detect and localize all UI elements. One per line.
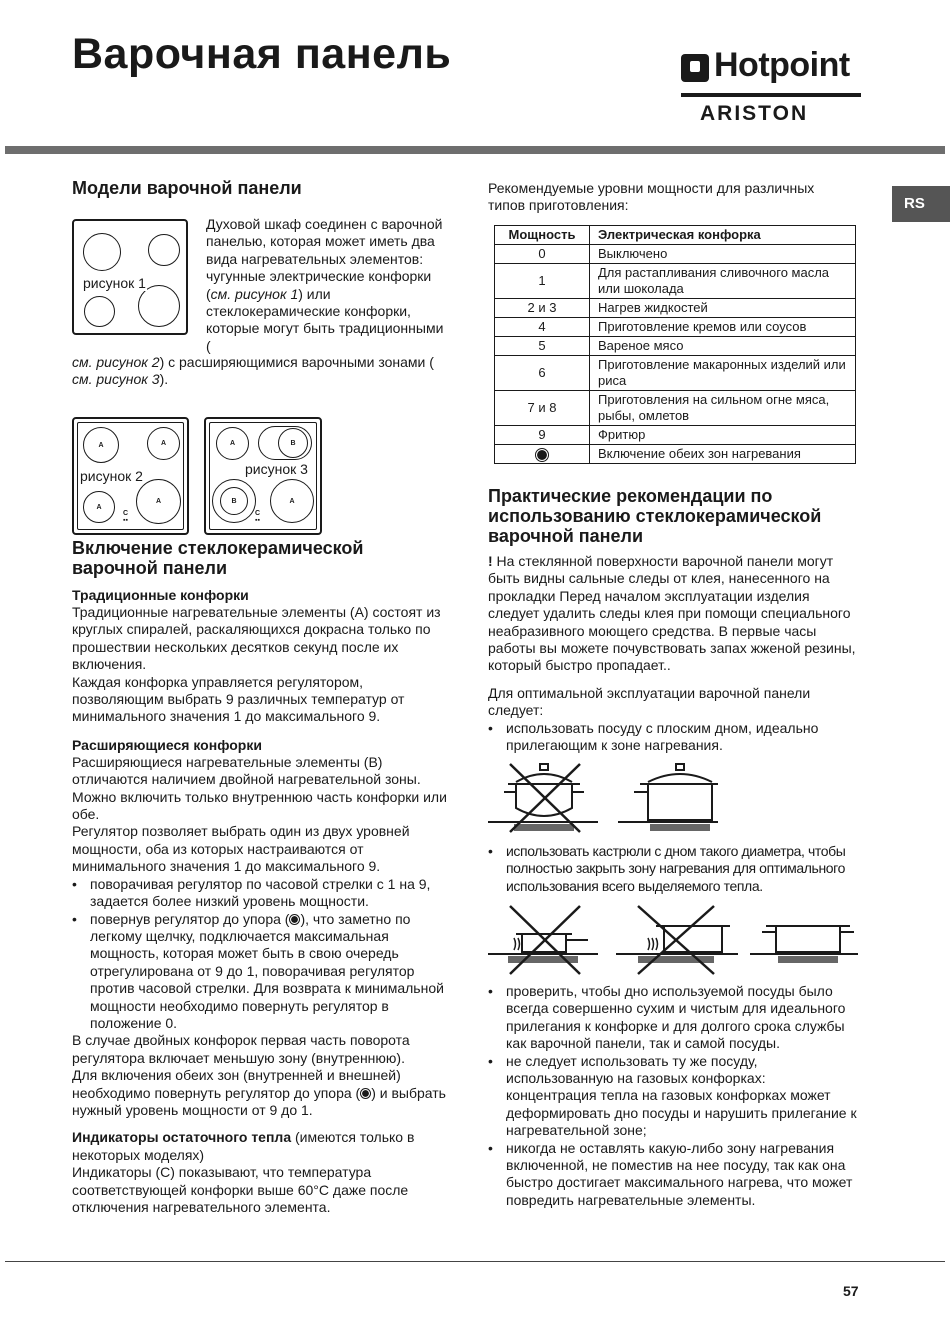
figure-ref: см. рисунок 2 — [72, 354, 160, 370]
optimal-wrap — [488, 685, 858, 755]
burner-ring — [270, 479, 314, 523]
table-cell: 2 и 3 — [495, 299, 590, 318]
figure-ref: см. рисунок 3 — [72, 371, 160, 388]
optimal-intro: Для оптимальной эксплуатации варочной панели следует: — [488, 685, 811, 719]
brand-logo-icon — [681, 54, 709, 82]
burner-ring — [83, 233, 121, 271]
optimal-list-1 — [488, 720, 858, 755]
models-intro-cont-wrap — [72, 354, 452, 389]
max-power-symbol-icon — [360, 1088, 371, 1099]
zone-a-label: A — [229, 440, 236, 447]
table-cell — [495, 445, 590, 464]
burner-ring — [278, 428, 308, 458]
expanding-text: Расширяющиеся нагревательные элементы (В) отличаются наличием двойной нагревательной зоны. Можно включить только внутреннюю часть конфорки или обе. — [72, 753, 447, 823]
list-item: • никогда не оставлять какую-либо зону нагревания включенной, не поместив на нее посуду, так как она быстро достигает максимального нагрева, что может повредить нагревательные элементы. — [488, 1140, 860, 1210]
max-power-symbol-icon — [535, 448, 549, 462]
figure-1-label: рисунок 1 — [83, 275, 146, 291]
zone-b-label: B — [231, 497, 237, 505]
table-cell: 4 — [495, 318, 590, 337]
list-item — [72, 911, 452, 1033]
table-intro: Рекомендуемые уровни мощности для различных типов приготовления: — [488, 180, 815, 214]
table-row — [495, 299, 856, 318]
table-cell: Приготовление макаронных изделий или риса — [590, 356, 856, 391]
models-intro-wrap — [206, 216, 446, 355]
table-row — [495, 391, 856, 426]
burner-ring — [147, 427, 180, 460]
list-item: • проверить, чтобы дно используемой посуды было всегда совершенно сухим и чистым для идеального прилегания к конфорке и для долгого срока службы как варочной панели, так и самой посуды. — [488, 983, 860, 1053]
table-row — [495, 426, 856, 445]
text-span: повернув регулятор до упора ( — [90, 910, 290, 927]
power-levels-table — [494, 225, 856, 464]
list-item: • не следует использовать ту же посуду, использованную на газовых конфорках: концентрация тепла на газовых конфорках может деформировать дно посуды и нарушить прилегание к нагревательной зоне; — [488, 1053, 860, 1140]
models-intro — [206, 216, 446, 355]
table-cell: Выключено — [590, 245, 856, 264]
figure-3-label: рисунок 3 — [245, 461, 308, 477]
residual-text: Индикаторы (С) показывают, что температура соответствующей конфорки выше 60°С даже после отключения нагревательного элемента. — [72, 1164, 409, 1215]
table-row — [495, 318, 856, 337]
table-cell: Фритюр — [590, 426, 856, 445]
table-cell: 5 — [495, 337, 590, 356]
brand-divider — [681, 93, 861, 97]
residual-heading: Индикаторы остаточного тепла — [72, 1129, 292, 1146]
expanding-text-4 — [72, 1067, 452, 1119]
header-rule — [5, 146, 945, 154]
burner-ring — [136, 479, 181, 524]
table-row — [495, 445, 856, 464]
zone-a-label: A — [155, 498, 162, 505]
table-cell: 1 — [495, 264, 590, 299]
table-row — [495, 356, 856, 391]
warning-icon: ! — [488, 553, 493, 569]
zone-a-label: A — [98, 441, 104, 449]
residual-heat-indicator: C ▪▪ — [255, 510, 261, 524]
text-span: ) или стеклокерамические конфорки, которые могут быть традиционными ( — [206, 285, 444, 354]
burner-ring — [216, 427, 249, 460]
table-header-row — [495, 226, 856, 245]
zone-a-label: A — [96, 503, 102, 511]
table-row — [495, 337, 856, 356]
table-cell: Вареное мясо — [590, 337, 856, 356]
table-cell: 0 — [495, 245, 590, 264]
burner-ring — [220, 487, 248, 515]
text-span: ) с расширяющимися варочными зонами ( — [159, 354, 434, 370]
models-heading: Модели варочной панели — [72, 178, 302, 198]
correct-pot-icon — [618, 764, 718, 831]
max-power-symbol-icon — [289, 914, 300, 925]
table-header: Электрическая конфорка — [590, 226, 856, 245]
residual-heat-indicator: C ▪▪ — [123, 510, 129, 524]
brand-subname: ARISTON — [700, 102, 809, 125]
wrong-pot-icon — [488, 764, 598, 832]
figure-ref: см. рисунок 1 — [210, 285, 299, 302]
burner-ring — [83, 491, 115, 523]
table-cell: Приготовления на сильном огне мяса, рыбы, омлетов — [590, 391, 856, 426]
switch-on-heading: Включение стеклокерамической варочной панели — [72, 538, 364, 578]
table-intro-wrap — [488, 180, 843, 215]
list-item: • поворачивая регулятор по часовой стрелки с 1 на 9, задается более низкий уровень мощности. — [72, 876, 452, 911]
diameter-illustration — [488, 904, 858, 976]
flat-bottom-illustration — [488, 758, 718, 836]
text-span: ). — [159, 371, 169, 388]
warning-text — [488, 553, 858, 675]
brand-name: Hotpoint — [714, 46, 850, 84]
table-cell: 9 — [495, 426, 590, 445]
text-span: Для включения обеих зон (внутренней и внешней) необходимо повернуть регулятор до упора ( — [72, 1067, 401, 1101]
text-span: ), что заметно по легкому щелчку, подключается максимальная мощность, которая может быть в свою очередь отрегулирована от 9 до 1, поворачивая регулятор против часовой стрелки. Для возврата к минимальной мощности необходимо повернуть регулятор в положение 0. — [90, 910, 444, 1031]
figure-2-hob — [72, 417, 189, 535]
text-span: На стеклянной поверхности варочной панели могут быть видны сальные следы от клея, нанесенного на прокладки Перед началом эксплуатации изделия следует удалить следы клея при помощи специального неабразивного моющего средства. В первые часы работы вы можете почувствовать запах жженой резины, который быстро пропадает.. — [488, 553, 856, 674]
optimal-list-3 — [488, 983, 860, 1209]
left-body — [72, 586, 452, 1216]
figure-2-label: рисунок 2 — [80, 468, 143, 484]
expanding-heading: Расширяющиеся конфорки — [72, 736, 262, 753]
table-header: Мощность — [495, 226, 590, 245]
zone-b-label: B — [290, 439, 296, 447]
text-span: (имеются только в некоторых моделях) — [72, 1129, 415, 1163]
burner-ring — [138, 285, 180, 327]
burner-ring — [148, 234, 180, 266]
page-title: Варочная панель — [72, 30, 452, 78]
traditional-text-2: Каждая конфорка управляется регулятором, позволяющим выбрать 9 различных температур от минимального значения 1 до максимального 9. — [72, 673, 405, 725]
residual-heading-line — [72, 1129, 452, 1164]
expanding-text-3: В случае двойных конфорок первая часть поворота регулятора включает меньшую зону (внутреннюю). — [72, 1032, 410, 1066]
optimal-list-2 — [488, 843, 860, 895]
correct-pot-icon — [750, 926, 858, 963]
models-intro-cont — [72, 354, 452, 389]
diameter-wrap — [488, 843, 860, 895]
warning-wrap — [488, 553, 858, 675]
footer-rule — [5, 1261, 945, 1262]
table-cell: 6 — [495, 356, 590, 391]
page-number: 57 — [843, 1283, 859, 1299]
zone-c-label: C — [255, 510, 261, 517]
table-cell: Нагрев жидкостей — [590, 299, 856, 318]
text-span: Духовой шкаф соединен с варочной панелью, которая может иметь два вида нагревательных элементов: чугунные электрические конфорки ( — [206, 216, 443, 302]
traditional-text: Традиционные нагревательные элементы (А) состоят из круглых спиралей, раскаляющихся докрасна только по прошествии нескольких десятков секунд после их включения. — [72, 604, 441, 673]
final-bullets-wrap — [488, 983, 860, 1209]
table-row — [495, 245, 856, 264]
burner-ring — [84, 296, 115, 327]
wrong-small-pot-icon — [488, 906, 598, 974]
burner-ring — [83, 427, 119, 463]
text-span: ) и выбрать нужный уровень мощности от 9 до 1. — [72, 1084, 446, 1118]
language-tab: RS — [892, 186, 950, 222]
table-row — [495, 264, 856, 299]
table-cell: 7 и 8 — [495, 391, 590, 426]
zone-c-label: C — [123, 510, 129, 517]
list-item: • использовать посуду с плоским дном, идеально прилегающим к зоне нагревания. — [488, 720, 858, 755]
table-cell: Для растапливания сливочного масла или шоколада — [590, 264, 856, 299]
expanding-list — [72, 876, 452, 1033]
practical-heading: Практические рекомендации по использованию стеклокерамической варочной панели — [488, 486, 822, 546]
table-cell: Включение обеих зон нагревания — [590, 445, 856, 464]
wrong-large-pot-icon — [616, 906, 738, 974]
traditional-heading: Традиционные конфорки — [72, 587, 249, 603]
figure-1-hob — [72, 219, 188, 335]
figure-3-hob — [204, 417, 322, 535]
zone-a-label: A — [289, 497, 295, 505]
zone-a-label: A — [160, 440, 167, 447]
expanding-text-2: Регулятор позволяет выбрать один из двух уровней мощности, оба из которых настраиваются от минимального значения 1 до максимального 9. — [72, 823, 410, 875]
list-item: • использовать кастрюли с дном такого диаметра, чтобы полностью закрыть зону нагревания для оптимального использования всего выделяемого тепла. — [488, 843, 860, 895]
table-cell: Приготовление кремов или соусов — [590, 318, 856, 337]
